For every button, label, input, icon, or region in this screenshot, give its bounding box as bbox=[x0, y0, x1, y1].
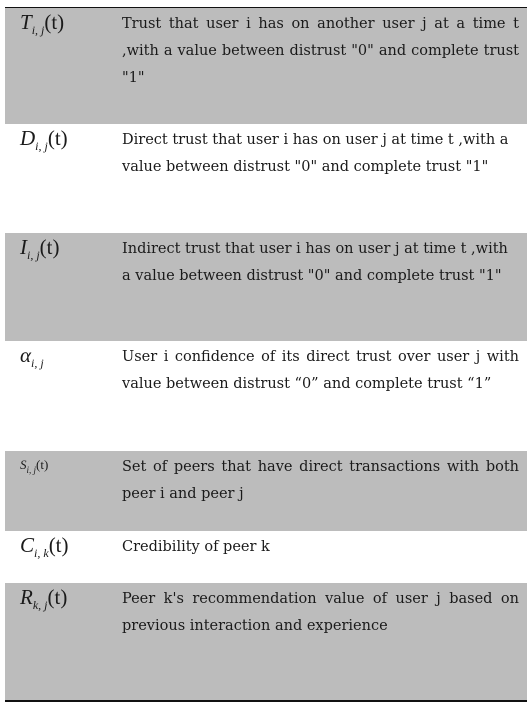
table-bottom-rule bbox=[5, 700, 527, 702]
description-cell: Direct trust that user i has on user j at time t ,with a value between distrust "0" and complete trust "1" bbox=[122, 132, 509, 175]
table-row bbox=[5, 124, 527, 233]
symbol-cell: $I_{i, j}(t)$ bbox=[20, 235, 60, 262]
table-row bbox=[5, 583, 527, 700]
symbol-cell: $D_{i, j}(t)$ bbox=[20, 126, 68, 153]
symbol-cell: $R_{k, j}(t)$ bbox=[20, 585, 68, 612]
description-cell: Set of peers that have direct transactions with both peer i and peer j bbox=[122, 459, 519, 502]
table-row bbox=[5, 341, 527, 451]
description-cell: Peer k's recommendation value of user j based on previous interaction and experience bbox=[122, 591, 519, 634]
description-cell: Trust that user i has on another user j at a time t ,with a value between distrust "0" and complete trust "1" bbox=[122, 16, 519, 86]
symbol-cell: $C_{i, k}(t)$ bbox=[20, 533, 69, 560]
symbol-cell: $S_{i, j}(t)$ bbox=[20, 457, 49, 475]
description-cell: User i confidence of its direct trust over user j with value between distrust “0” and complete trust “1” bbox=[122, 349, 519, 392]
description-cell: Credibility of peer k bbox=[122, 539, 270, 555]
table-row bbox=[5, 451, 527, 531]
table-row bbox=[5, 531, 527, 583]
table-row bbox=[5, 233, 527, 341]
symbol-cell: $T_{i, j}(t)$ bbox=[20, 10, 65, 37]
symbol-cell: $\alpha_{i, j}$ bbox=[20, 343, 44, 370]
table-row bbox=[5, 8, 527, 124]
description-cell: Indirect trust that user i has on user j at time t ,with a value between distrust "0" and complete trust "1" bbox=[122, 241, 508, 284]
